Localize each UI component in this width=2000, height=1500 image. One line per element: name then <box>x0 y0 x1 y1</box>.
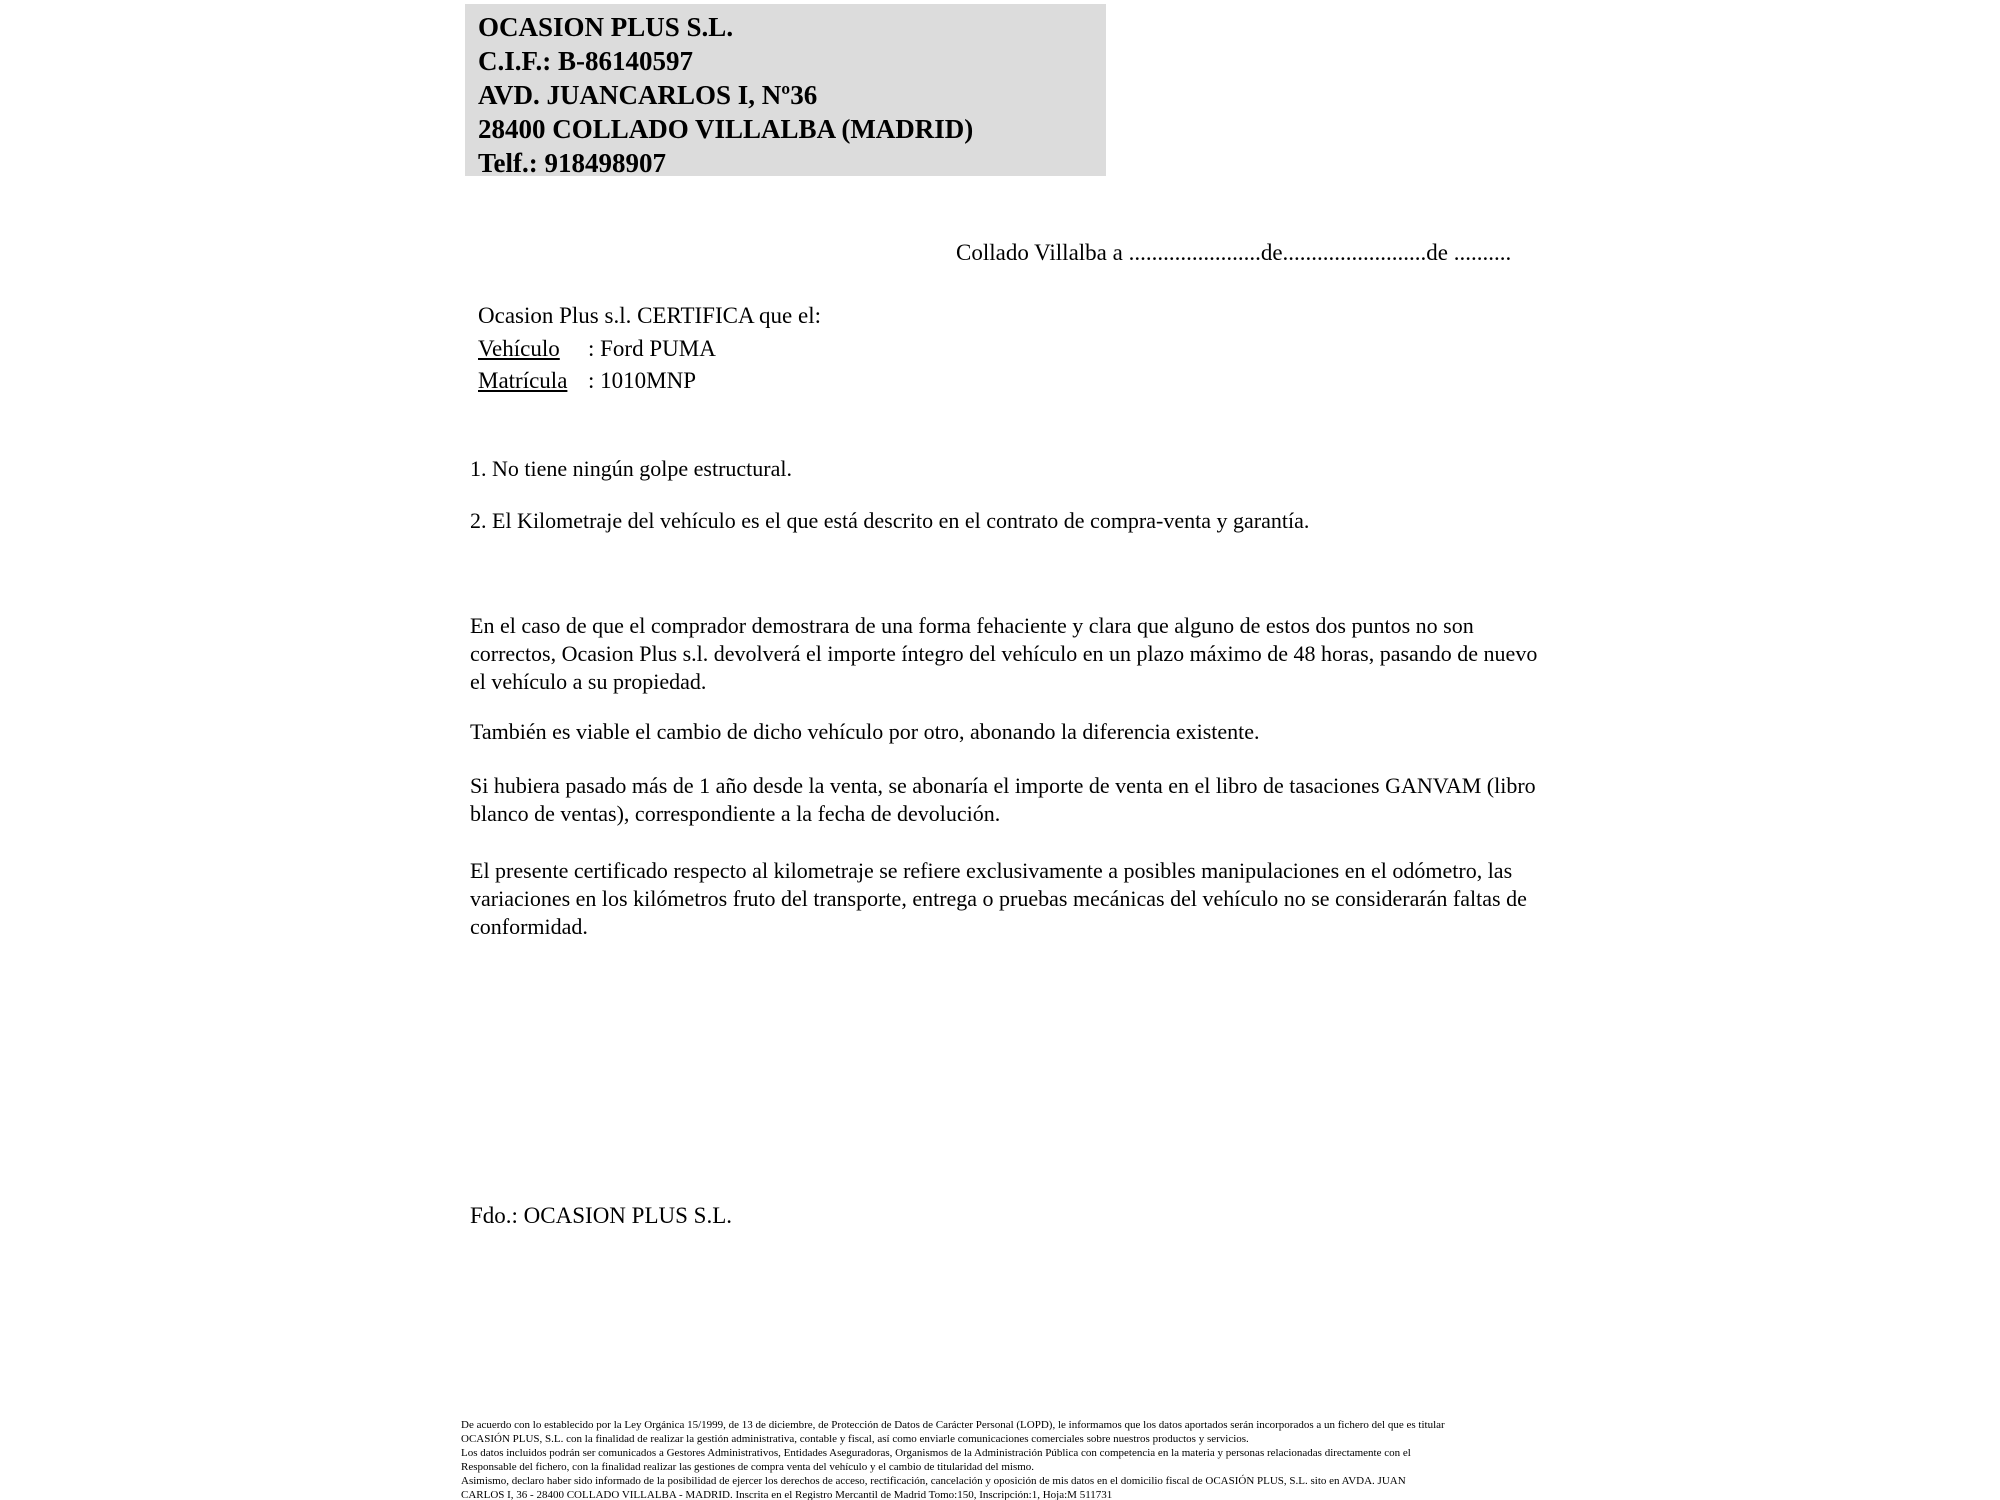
vehicle-field <box>478 336 716 362</box>
company-header-block <box>465 4 1106 176</box>
plate-field <box>478 368 696 394</box>
certified-point-2: 2. El Kilometraje del vehículo es el que está descrito en el contrato de compra-venta y garantía. <box>470 508 1310 533</box>
date-fill-in-line: Collado Villalba a .......................de.........................de .......... <box>956 240 1512 265</box>
plate-label-wrap <box>478 368 588 394</box>
plate-label: Matrícula <box>478 368 568 393</box>
legal-line-3: Los datos incluidos podrán ser comunicados a Gestores Administrativos, Entidades Aseguradoras, Organismos de la Administración Pública con competencia en la materia y personas relacionadas directamente con el <box>461 1447 1411 1459</box>
certify-intro: Ocasion Plus s.l. CERTIFICA que el: <box>478 303 821 328</box>
company-name: OCASION PLUS S.L. <box>478 12 734 42</box>
legal-line-5: Asimismo, declaro haber sido informado de la posibilidad de ejercer los derechos de acceso, rectificación, cancelación y oposición de mis datos en el domicilio fiscal de OCASIÓN PLUS, S.L. sito en AVDA. JUAN <box>461 1475 1406 1487</box>
legal-line-6: CARLOS I, 36 - 28400 COLLADO VILLALBA - MADRID. Inscrita en el Registro Mercantil de Madrid Tomo:150, Inscripción:1, Hoja:M 511731 <box>461 1489 1113 1500</box>
legal-line-4: Responsable del fichero, con la finalidad realizar las gestiones de compra venta del vehículo y el cambio de titularidad del mismo. <box>461 1461 1035 1473</box>
legal-fine-print <box>461 1418 1561 1500</box>
vehicle-label-wrap <box>478 336 588 362</box>
vehicle-value: : Ford PUMA <box>588 336 716 361</box>
paragraph-ganvam-valuation: Si hubiera pasado más de 1 año desde la venta, se abonaría el importe de venta en el libro de tasaciones GANVAM (libro blanco de ventas), correspondiente a la fecha de devolución. <box>470 773 1536 826</box>
legal-line-2: OCASIÓN PLUS, S.L. con la finalidad de realizar la gestión administrativa, contable y fiscal, así como enviarle comunicaciones comerciales sobre nuestros productos y servicios. <box>461 1433 1249 1445</box>
paragraph-refund-terms: En el caso de que el comprador demostrara de una forma fehaciente y clara que alguno de estos dos puntos no son correctos, Ocasion Plus s.l. devolverá el importe íntegro del vehículo en un plazo máximo de 48 horas, pasando de nuevo el vehículo a su propiedad. <box>470 613 1538 694</box>
certified-point-1: 1. No tiene ningún golpe estructural. <box>470 456 792 481</box>
company-cif: C.I.F.: B-86140597 <box>478 46 694 76</box>
plate-value: : 1010MNP <box>588 368 696 393</box>
company-phone: Telf.: 918498907 <box>478 148 666 178</box>
legal-line-1: De acuerdo con lo establecido por la Ley Orgánica 15/1999, de 13 de diciembre, de Protección de Datos de Carácter Personal (LOPD), le informamos que los datos aportados serán incorporados a un fichero del que es titular <box>461 1419 1445 1431</box>
signature-line: Fdo.: OCASION PLUS S.L. <box>470 1203 732 1228</box>
paragraph-exchange-option: También es viable el cambio de dicho vehículo por otro, abonando la diferencia existente. <box>470 719 1260 744</box>
vehicle-label: Vehículo <box>478 336 560 361</box>
company-city: 28400 COLLADO VILLALBA (MADRID) <box>478 114 974 144</box>
paragraph-odometer-scope: El presente certificado respecto al kilometraje se refiere exclusivamente a posibles manipulaciones en el odómetro, las variaciones en los kilómetros fruto del transporte, entrega o pruebas mecánicas del vehículo no se considerarán faltas de conformidad. <box>470 858 1527 939</box>
company-address: AVD. JUANCARLOS I, Nº36 <box>478 80 818 110</box>
